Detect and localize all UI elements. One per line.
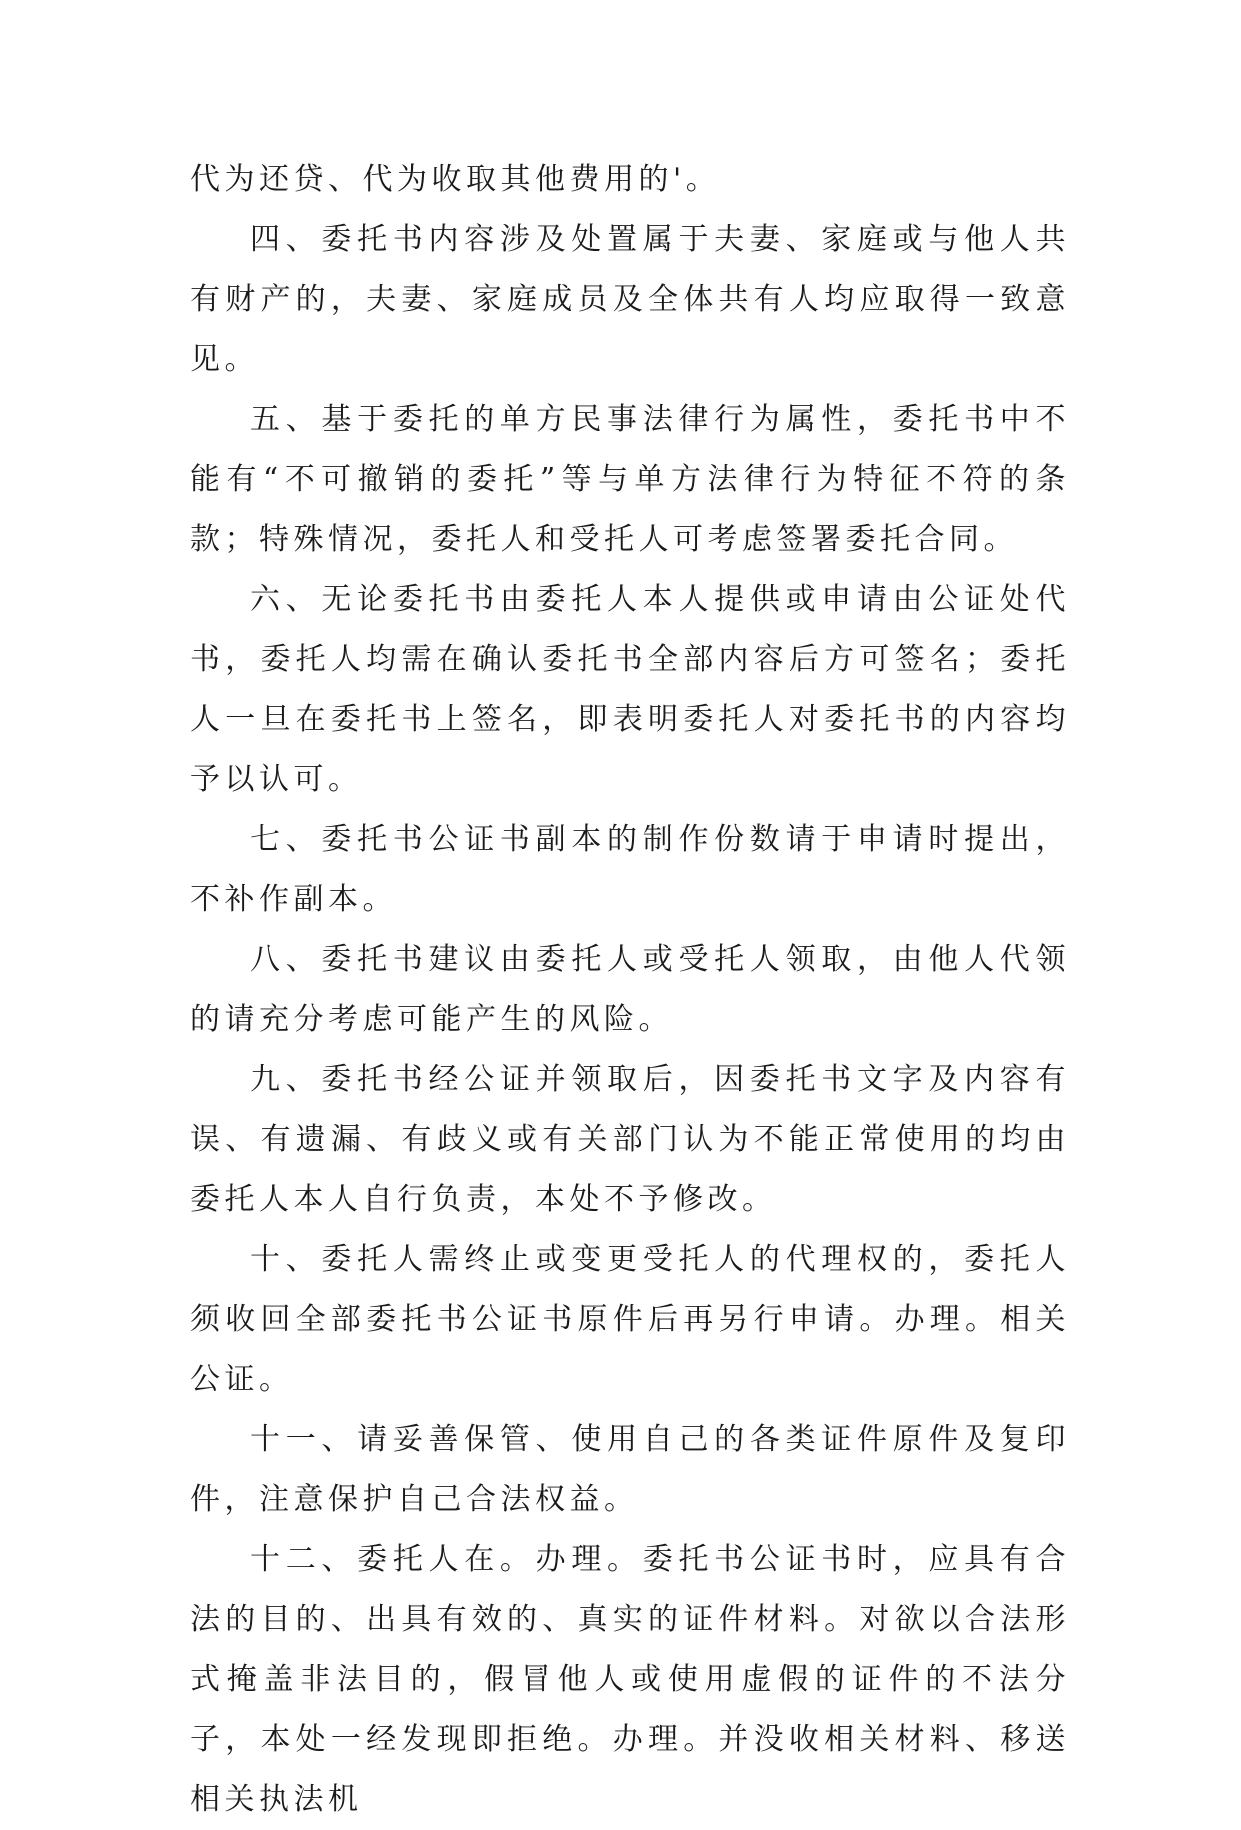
paragraph-item-11: 十一、请妥善保管、使用自己的各类证件原件及复印件，注意保护自己合法权益。 bbox=[190, 1422, 1070, 1517]
paragraph-item-8: 八、委托书建议由委托人或受托人领取，由他人代领的请充分考虑可能产生的风险。 bbox=[190, 942, 1070, 1037]
paragraph-item-5: 五、基于委托的单方民事法律行为属性，委托书中不能有“不可撤销的委托”等与单方法律行为特征不符的条款；特殊情况，委托人和受托人可考虑签署委托合同。 bbox=[190, 402, 1070, 557]
paragraph-continuation: 代为还贷、代为收取其他费用的'。 bbox=[190, 162, 721, 197]
document-body bbox=[190, 150, 1070, 1830]
paragraph-item-6: 六、无论委托书由委托人本人提供或申请由公证处代书，委托人均需在确认委托书全部内容后方可签名；委托人一旦在委托书上签名，即表明委托人对委托书的内容均予以认可。 bbox=[190, 582, 1070, 797]
paragraph-item-12: 十二、委托人在。办理。委托书公证书时，应具有合法的目的、出具有效的、真实的证件材料。对欲以合法形式掩盖非法目的，假冒他人或使用虚假的证件的不法分子，本处一经发现即拒绝。办理。并没收相关材料、移送相关执法机 bbox=[190, 1542, 1070, 1817]
paragraph-item-7: 七、委托书公证书副本的制作份数请于申请时提出，不补作副本。 bbox=[190, 822, 1070, 917]
paragraph-item-10: 十、委托人需终止或变更受托人的代理权的，委托人须收回全部委托书公证书原件后再另行申请。办理。相关公证。 bbox=[190, 1242, 1070, 1397]
paragraph-item-4: 四、委托书内容涉及处置属于夫妻、家庭或与他人共有财产的，夫妻、家庭成员及全体共有人均应取得一致意见。 bbox=[190, 222, 1070, 377]
paragraph-item-9: 九、委托书经公证并领取后，因委托书文字及内容有误、有遗漏、有歧义或有关部门认为不能正常使用的均由委托人本人自行负责，本处不予修改。 bbox=[190, 1062, 1070, 1217]
